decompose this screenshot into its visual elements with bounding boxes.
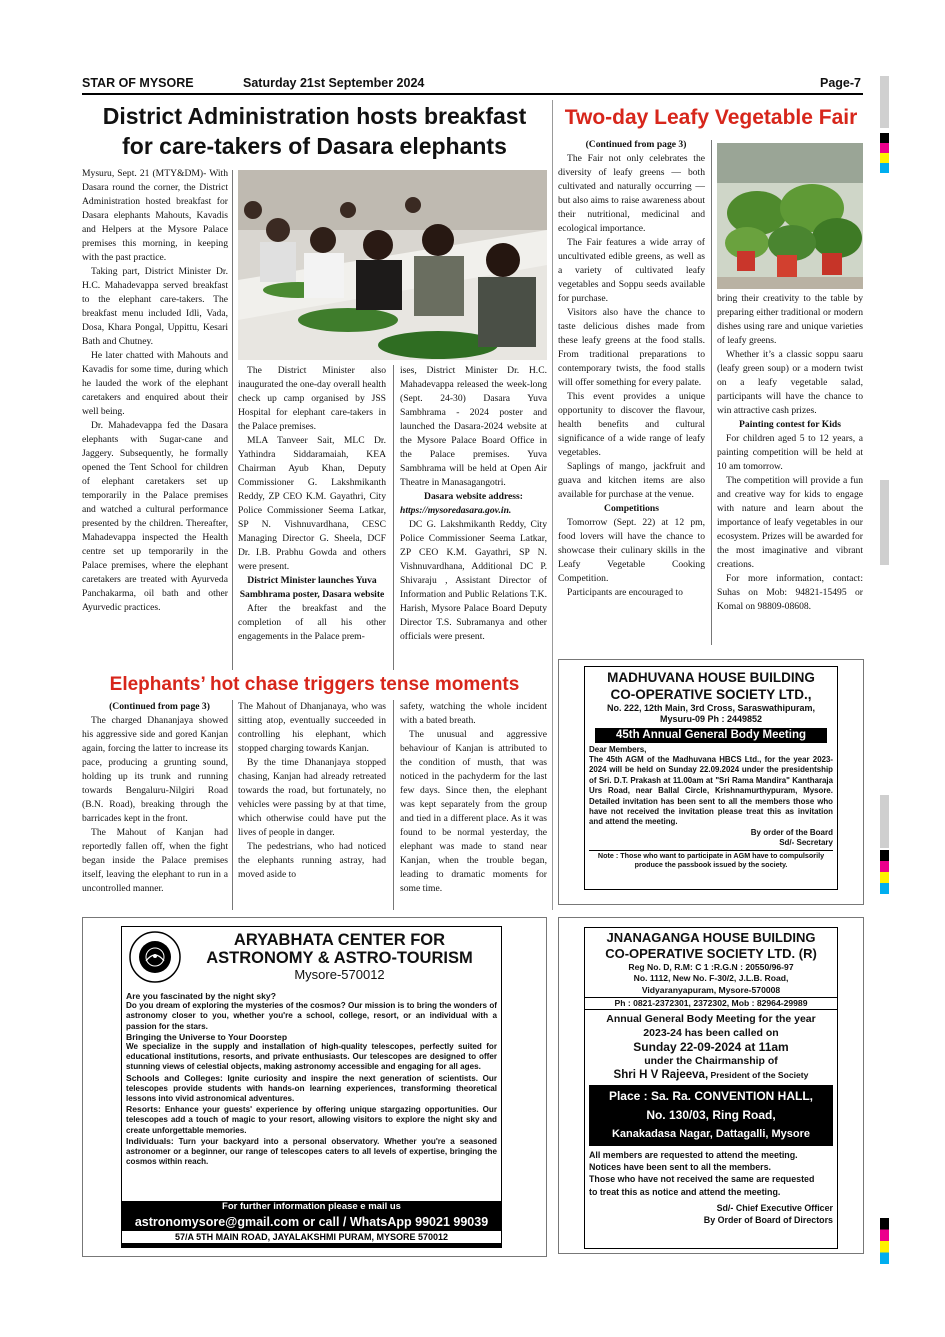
- aryabhata-schools-text: Ignite curiosity and inspire the next generation of scientists. Our telescopes provide students with hands-on learning experiences, transforming theoretical lessons into vivid astronomical adventures.: [126, 1073, 497, 1104]
- aryabhata-title-line2: ASTRONOMY & ASTRO-TOURISM: [206, 949, 473, 967]
- story3-paragraph: bring their creativity to the table by preparing either traditional or modern dishes using rare and unique varieties of leafy greens.: [717, 293, 863, 346]
- aryabhata-resorts-label: Resorts:: [126, 1104, 161, 1115]
- story2-paragraph: The unusual and aggressive behaviour of Kanjan is attributed to the condition of musth, that was noticed in the pachyderm for the last few days. Since then, the elephant was kept separately from the group and tied in a different place. As it was found to be normal yesterday, the elephant was made to stand near Kanjan, when the trouble began, leading to dramatic moments for some time.: [400, 729, 547, 894]
- jnanaganga-title-line2: CO-OPERATIVE SOCIETY LTD. (R): [605, 946, 817, 961]
- story1-column-3: [400, 364, 547, 644]
- jnanaganga-signature: [589, 1202, 833, 1227]
- jnanaganga-sign-line1: Sd/- Chief Executive Officer: [716, 1203, 833, 1214]
- story3-headline: Two-day Leafy Vegetable Fair: [564, 106, 858, 129]
- jnanaganga-sign-line2: By Order of Board of Directors: [703, 1215, 833, 1226]
- aryabhata-footer-line1: For further information please e mail us: [222, 1201, 401, 1212]
- section-divider: [552, 100, 553, 910]
- story3-paragraph: This event provides a unique opportunity to discover the flavour, health benefits and cultural significance of a wide range of leafy vegetables.: [558, 391, 705, 458]
- aryabhata-title: [182, 931, 497, 983]
- aryabhata-schools-label: Schools and Colleges:: [126, 1072, 223, 1083]
- header-rule: [82, 93, 863, 95]
- aryabhata-resorts-text: Enhance your guests' experience by offering unique stargazing opportunities. Our telescopes add a touch of magic to your resort, allowing visitors to explore the night sky and create unforgettable memories.: [126, 1105, 497, 1135]
- jnanaganga-reg: Reg No. D, R.M: C 1 :R.G.N : 20550/96-97: [628, 962, 794, 972]
- aryabhata-address: 57/A 5TH MAIN ROAD, JAYALAKSHMI PURAM, MYSORE 570012: [122, 1231, 501, 1243]
- jnanaganga-chair: [589, 1068, 833, 1082]
- story2-column-1: [82, 700, 228, 896]
- color-bar-middle: [880, 850, 889, 894]
- story1-paragraph: Dr. Mahadevappa fed the Dasara elephants with Sugar-cane and Jaggery. Subsequently, he formally opened the Tent School for children of elephant caretakers set up temporarily in the Palace premises and watched a cultural performance presented by the children. Thereafter, Mahadevappa inspected the Health centre set up temporarily in the Palace premises, where the elephant caretakers are treated with Ayurveda Panchakarma, oil bath and other Ayurvedic practices.: [82, 420, 228, 613]
- story3-paragraph: Visitors also have the chance to taste delicious dishes made from these leafy greens at the food stalls. From traditional preparations to contemporary twists, the food stalls will offer something for every palate.: [558, 307, 705, 388]
- story2-paragraph: By the time Dhananjaya stopped chasing, Kanjan had already retreated towards the road, but fortunately, no vehicles were passing by at that time, which otherwise could have put the lives of people in danger.: [238, 757, 386, 838]
- madhuvana-address-line1: No. 222, 12th Main, 3rd Cross, Saraswathipuram,: [606, 703, 816, 713]
- story1-paragraph: DC G. Lakshmikanth Reddy, City Police Commissioner Seema Latkar, ZP CEO K.M. Gayathri, SP N. Vishnuvardhana, Additional DC P. Shivaraju , Assistant Director of Information and Public Relations T.K. Harish, Mysore Palace Board Deputy Director T.S. Subramanya and other officials were present.: [400, 519, 547, 642]
- jnanaganga-agm: [589, 1012, 833, 1082]
- jnanaganga-phone: Ph : 0821-2372301, 2372302, Mob : 82964-29989: [585, 997, 837, 1010]
- story2-paragraph: The Mahout of Kanjan had reportedly fallen off, when the fight began inside the Palace premises itself, leaving the elephant to run in a uncontrolled manner.: [82, 827, 228, 894]
- story1-column-2: [238, 364, 386, 644]
- madhuvana-address: [589, 703, 833, 725]
- aryabhata-footer: [122, 1201, 501, 1247]
- masthead-name: STAR OF MYSORE: [82, 76, 194, 90]
- story2-headline: Elephants’ hot chase triggers tense moments: [109, 674, 520, 695]
- jnanaganga-info: [589, 1149, 833, 1198]
- story3-paragraph: Participants are encouraged to: [567, 587, 683, 598]
- story1-column-1: [82, 167, 228, 615]
- aryabhata-city: Mysore-570012: [294, 967, 385, 982]
- column-divider: [711, 140, 712, 645]
- jnanaganga-agm-line2: 2023-24 has been called on: [643, 1026, 779, 1039]
- madhuvana-sign-line2: Sd/- Secretary: [779, 837, 833, 847]
- story1-paragraph: He later chatted with Mahouts and Kavadis for some time, during which he lauded the work of the elephant caretakers and enquired about their well being.: [82, 350, 228, 417]
- aryabhata-contact[interactable]: astronomysore@gmail.com or call / WhatsApp 99021 99039: [134, 1215, 489, 1229]
- story1-paragraph: Taking part, District Minister Dr. H.C. Mahadevappa served breakfast to the elephant care-takers. The breakfast menu included Idli, Vada, Dosa, Khara Pongal, Uppittu, Kesari Bath and Chutney.: [82, 266, 228, 347]
- story1-headline: [82, 101, 547, 161]
- observatory-logo-icon: [129, 931, 181, 983]
- story3-column-2: [717, 292, 863, 614]
- aryabhata-q1: Are you fascinated by the night sky?: [126, 991, 276, 1001]
- madhuvana-note: Note : Those who want to participate in AGM have to compulsorily produce the passbook issued by the society.: [589, 850, 833, 870]
- story3-column-1: [558, 138, 705, 600]
- story2-continuation: (Continued from page 3): [109, 701, 210, 712]
- story3-paragraph: For more information, contact: Suhas on Mob: 94821-15495 or Komal on 98809-08608.: [717, 573, 863, 612]
- leafy-vegetables-illustration: [717, 143, 863, 289]
- aryabhata-resorts: [126, 1104, 497, 1136]
- jnanaganga-address: [589, 962, 833, 996]
- jnanaganga-address-line2: Vidyaranyapuram, Mysore-570008: [641, 984, 781, 995]
- gray-margin-strip: [880, 480, 889, 565]
- aryabhata-p1: Do you dream of exploring the mysteries of the cosmos? Our mission is to bring the wonders of astronomy closer to you, whether you're a school, college, resort, or an individual with a passion for the stars.: [126, 1001, 497, 1031]
- story2-paragraph: The charged Dhananjaya showed his aggressive side and gored Kanjan again, forcing the latter to increase its pace, producing a grunting sound, holding up its trunk and running towards Bengaluru-Nilgiri Road (B.N. Road), breaking through the barricades kept in the front.: [82, 715, 228, 824]
- story3-paragraph: The Fair features a wide array of uncultivated edible greens, as well as a variety of cultivated leafy vegetables and Soppu seeds available for purchase.: [558, 237, 705, 304]
- madhuvana-address-line2: Mysuru-09 Ph : 2449852: [659, 714, 763, 724]
- column-divider: [232, 700, 233, 910]
- story3-paragraph: Saplings of mango, jackfruit and guava and kitchen items are also available for purchase at the venue.: [558, 461, 705, 500]
- story1-paragraph: After the breakfast and the completion of all his other engagements in the Palace prem-: [238, 603, 386, 642]
- story1-paragraph: The District Minister also inaugurated the one-day overall health check up camp organised by JSS Hospital for elephant care-takers in the Palace premises.: [238, 365, 386, 432]
- color-bar-bottom: [880, 1218, 889, 1264]
- jnanaganga-info-line3: Those who have not received the same are requested: [589, 1174, 815, 1185]
- story3-paragraph: The competition will provide a fun and creative way for kids to engage with nature and learn about the importance of leafy vegetables in our ecosystem. Prizes will be awarded for the most imaginative and vibrant creations.: [717, 475, 863, 570]
- aryabhata-p2: We specialize in the supply and installation of high-quality telescopes, perfectly suited for educational institutions, resorts, and private enthusiasts. Our telescopes are designed to offer stunning views of celestial objects, making astronomy accessible and engaging for all ages.: [126, 1042, 497, 1072]
- issue-date: Saturday 21st September 2024: [243, 76, 425, 90]
- jnanaganga-venue-line2: No. 130/03, Ring Road,: [646, 1107, 776, 1122]
- aryabhata-schools: [126, 1073, 497, 1105]
- story2-paragraph: safety, watching the whole incident with a bated breath.: [400, 701, 547, 726]
- jnanaganga-venue-line3: Kanakadasa Nagar, Dattagalli, Mysore: [611, 1127, 811, 1140]
- madhuvana-sign-line1: By order of the Board: [750, 827, 833, 837]
- jnanaganga-chair-name: Shri H V Rajeeva,: [613, 1068, 709, 1081]
- story3-paragraph: Whether it’s a classic soppu saaru (leafy green soup) or a modern twist on a leafy vegetable salad, participants will have the chance to win attractive cash prizes.: [717, 349, 863, 416]
- aryabhata-individuals-text: Turn your backyard into a personal observatory. Whether you're a seasoned astronomer or a beginner, our range of telescopes caters to all levels of expertise, bringing the cosmos within reach.: [126, 1136, 497, 1167]
- story2-column-3: [400, 700, 547, 896]
- column-divider: [393, 365, 394, 670]
- story2-paragraph: The Mahout of Dhanjanaya, who was sitting atop, eventually succeeded in controlling his elephant, which stopped charging towards Kanjan.: [238, 701, 386, 754]
- leafy-vegetables-photo: [717, 143, 863, 289]
- story1-paragraph: ises, District Minister Dr. H.C. Mahadevappa released the week-long (Sept. 24-30) Dasara Yuva Sambhrama - 2024 poster and launched the Dasara-2024 website at the Mysore Palace Board Office in the Palace premises. Yuva Sambhrama will be held at Open Air Theatre in Manasagangotri.: [400, 365, 547, 488]
- madhuvana-signature: [589, 828, 833, 848]
- madhuvana-title-line2: CO-OPERATIVE SOCIETY LTD.,: [610, 687, 812, 702]
- jnanaganga-address-line1: No. 1112, New No. F-30/2, J.L.B. Road,: [633, 973, 789, 984]
- gray-margin-strip: [880, 76, 889, 128]
- madhuvana-salutation: Dear Members,: [589, 745, 647, 754]
- story3-paragraph: Tomorrow (Sept. 22) at 12 pm, food lovers will have the chance to showcase their culinary skills in the Leafy Vegetable Cooking Competition.: [558, 517, 705, 584]
- story1-paragraph: Mysuru, Sept. 21 (MTY&DM)- With Dasara round the corner, the District Administration hosted breakfast for Dasara elephants Mahouts, Kavadis and Helpers at the Mysore Palace premises this morning, in keeping with the past practice.: [82, 168, 228, 263]
- story1-paragraph: MLA Tanveer Sait, MLC Dr. Yathindra Siddaramaiah, KEA Chairman Ayub Khan, Deputy Commissioner G. Lakshmikanth Reddy, ZP CEO K.M. Gayathri, City Police Commissioner Seema Latkar, SP N. Vishnuvardhana, CESC Managing Director G. Sheela, DCF Dr. I.B. Prabhu Gowda and others were present.: [238, 435, 386, 572]
- jnanaganga-title: [589, 930, 833, 962]
- madhuvana-ad: [584, 666, 838, 890]
- dasara-website-link[interactable]: https://mysoredasara.gov.in.: [400, 505, 512, 516]
- aryabhata-ad: [121, 926, 502, 1248]
- jnanaganga-venue: [589, 1085, 833, 1146]
- jnanaganga-title-line1: JNANAGANGA HOUSE BUILDING: [606, 930, 816, 945]
- jnanaganga-info-line1: All members are requested to attend the meeting.: [589, 1149, 798, 1160]
- page-number: Page-7: [820, 76, 861, 90]
- madhuvana-agm-banner: 45th Annual General Body Meeting: [595, 728, 827, 743]
- aryabhata-logo: [129, 931, 181, 983]
- painting-contest-subhead: Painting contest for Kids: [739, 419, 841, 430]
- website-address-label: Dasara website address:: [424, 491, 523, 502]
- story1-subhead: District Minister launches Yuva Sambhrama poster, Dasara website: [239, 575, 385, 600]
- aryabhata-q2: Bringing the Universe to Your Doorstep: [126, 1031, 288, 1042]
- jnanaganga-venue-line1: Place : Sa. Ra. CONVENTION HALL,: [608, 1088, 814, 1103]
- breakfast-photo-illustration: [238, 170, 547, 360]
- jnanaganga-agm-line3: under the Chairmanship of: [644, 1054, 778, 1067]
- story1-headline-line1: District Administration hosts breakfast: [102, 103, 527, 129]
- aryabhata-individuals-label: Individuals:: [126, 1135, 174, 1146]
- madhuvana-title-line1: MADHUVANA HOUSE BUILDING: [607, 670, 815, 685]
- aryabhata-title-line1: ARYABHATA CENTER FOR: [233, 931, 446, 949]
- story1-headline-line2: for care-takers of Dasara elephants: [122, 133, 507, 159]
- color-bar-top: [880, 133, 889, 173]
- jnanaganga-chair-role: President of the Society: [708, 1069, 809, 1080]
- jnanaganga-info-line4: to treat this as notice and attend the meeting.: [589, 1186, 781, 1197]
- story3-paragraph: The Fair not only celebrates the diversity of leafy greens — both cultivated and naturally occurring — but also aims to raise awareness about their nutritional, medicinal and ecological importance.: [558, 153, 705, 234]
- story3-paragraph: For children aged 5 to 12 years, a painting competition will be held at 10 am tomorrow.: [717, 433, 863, 472]
- aryabhata-body: [126, 991, 497, 1167]
- story2-paragraph: The pedestrians, who had noticed the elephants running astray, had moved aside to: [238, 841, 386, 880]
- story3-continuation: (Continued from page 3): [585, 139, 687, 150]
- madhuvana-body: The 45th AGM of the Madhuvana HBCS Ltd., for the year 2023-2024 will be held on Sunday 22.09.2024 under the presidentship of Sri. D.T. Prakash at 11.00am at "Sri Rama Mandira" Kantharaja Urs Road, near Ballal Circle, Krishnamurthypuram, Mysore. Detailed invitation has been sent to all the members those who have not received the invitation please treat this as invitation and attend the meeting.: [589, 755, 833, 827]
- gray-margin-strip: [880, 795, 889, 848]
- madhuvana-title: [589, 669, 833, 703]
- jnanaganga-info-line2: Notices have been sent to all the members.: [589, 1162, 771, 1173]
- story2-column-2: [238, 700, 386, 882]
- column-divider: [232, 170, 233, 670]
- competitions-subhead: Competitions: [604, 503, 659, 514]
- aryabhata-individuals: [126, 1136, 497, 1168]
- jnanaganga-ad: [584, 927, 838, 1249]
- jnanaganga-agm-line1: Annual General Body Meeting for the year: [606, 1012, 816, 1025]
- jnanaganga-agm-date: Sunday 22-09-2024 at 11am: [633, 1039, 789, 1054]
- column-divider: [393, 700, 394, 910]
- breakfast-photo: [238, 170, 547, 360]
